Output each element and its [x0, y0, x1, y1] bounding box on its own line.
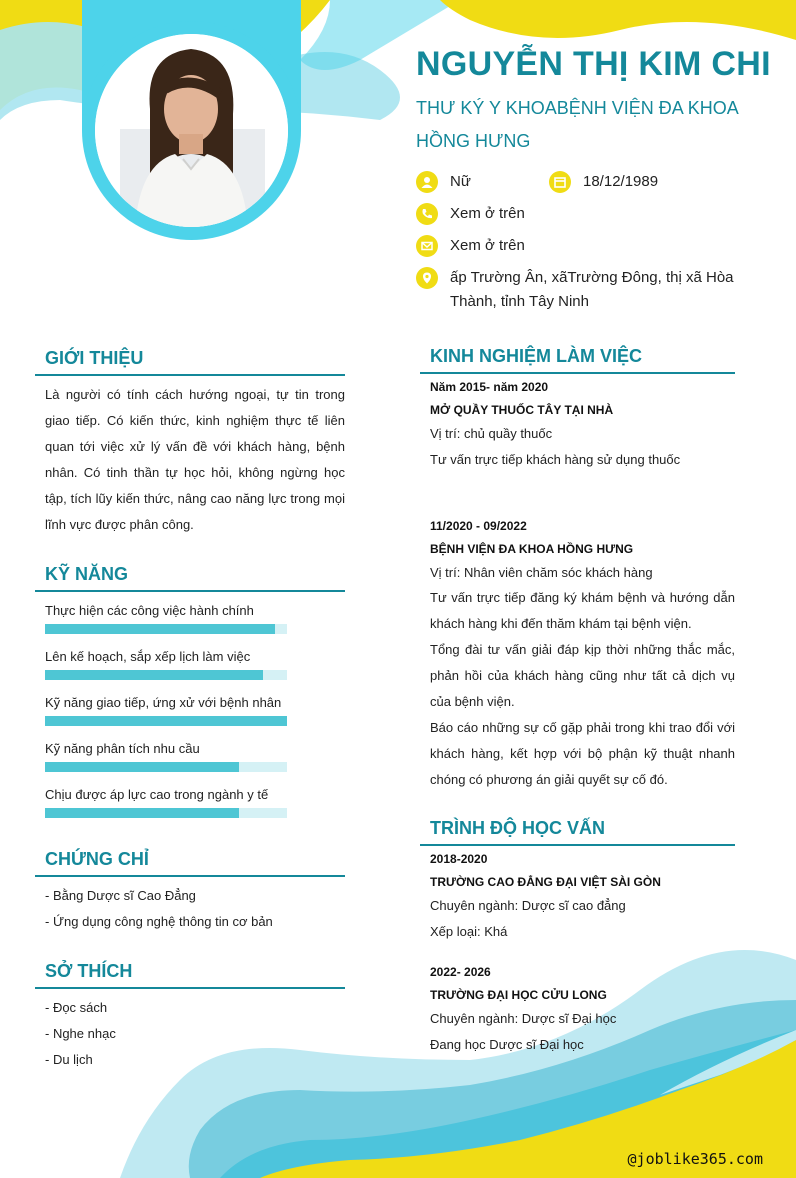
experience-line: Tổng đài tư vấn giải đáp kịp thời những thắc mắc, phản hồi của khách hàng cũng như tất cả dịch vụ của bệnh viện.	[430, 642, 735, 709]
education-period: 2022- 2026	[430, 965, 491, 979]
skill-bar	[45, 670, 287, 680]
intro-divider	[35, 374, 345, 376]
email-value: Xem ở trên	[450, 237, 525, 254]
calendar-icon	[549, 171, 571, 193]
education-school: TRƯỜNG ĐẠI HỌC CỬU LONG	[430, 988, 607, 1002]
hobby-item: - Nghe nhạc	[45, 1026, 116, 1041]
experience-divider	[420, 372, 735, 374]
birthday-value: 18/12/1989	[583, 173, 659, 190]
skill-bar	[45, 716, 287, 726]
hobbies-title: SỞ THÍCH	[45, 961, 133, 981]
skill-label: Kỹ năng giao tiếp, ứng xử với bệnh nhân	[45, 695, 282, 710]
skill-bar-fill	[45, 624, 275, 634]
skill-bar-fill	[45, 808, 239, 818]
address-row	[416, 266, 746, 314]
hobby-item: - Du lịch	[45, 1052, 93, 1067]
education-line: Đang học Dược sĩ Đại học	[430, 1037, 584, 1052]
education-school: TRƯỜNG CAO ĐẲNG ĐẠI VIỆT SÀI GÒN	[430, 875, 661, 889]
education-divider	[420, 844, 735, 846]
gender-value: Nữ	[450, 173, 471, 190]
education-line: Chuyên ngành: Dược sĩ cao đẳng	[430, 898, 626, 913]
experience-period: 11/2020 - 09/2022	[430, 519, 527, 533]
skill-label: Chịu được áp lực cao trong ngành y tế	[45, 787, 269, 802]
skill-bar	[45, 762, 287, 772]
experience-line: Tư vấn trực tiếp khách hàng sử dụng thuốc	[430, 452, 681, 467]
header	[416, 40, 776, 158]
hobbies-divider	[35, 987, 345, 989]
experience-company: BỆNH VIỆN ĐA KHOA HỒNG HƯNG	[430, 542, 634, 556]
phone-icon	[416, 203, 438, 225]
experience-title: KINH NGHIỆM LÀM VIỆC	[430, 346, 643, 366]
skill-label: Thực hiện các công việc hành chính	[45, 603, 254, 618]
skill-label: Kỹ năng phân tích nhu cầu	[45, 741, 200, 756]
intro-text: Là người có tính cách hướng ngoại, tự tin trong giao tiếp. Có kiến thức, kinh nghiệm thực tế liên quan tới việc xử lý vấn đề với khách hàng, bệnh nhân. Có tinh thần tự học hỏi, không ngừng học tập, tích lũy kiến thức, nâng cao năng lực trong mọi lĩnh vực được phân công.	[45, 387, 345, 532]
intro-title: GIỚI THIỆU	[45, 348, 144, 368]
experience-line: Báo cáo những sự cố gặp phải trong khi trao đổi với khách hàng, kết hợp với bộ phận kỹ thuật nhanh chóng có phương án giải quyết sự cố đó.	[430, 720, 735, 787]
user-icon	[416, 171, 438, 193]
skills-divider	[35, 590, 345, 592]
skill-bar	[45, 808, 287, 818]
education-period: 2018-2020	[430, 852, 488, 866]
experience-period: Năm 2015- năm 2020	[430, 380, 549, 394]
candidate-name: NGUYỄN THỊ KIM CHI	[416, 45, 771, 83]
certificates-divider	[35, 875, 345, 877]
education-title: TRÌNH ĐỘ HỌC VẤN	[430, 818, 605, 838]
footer-handle: @joblike365.com	[627, 1150, 763, 1168]
certificate-item: - Ứng dụng công nghệ thông tin cơ bản	[45, 914, 273, 929]
location-icon	[416, 267, 438, 289]
mail-icon	[416, 235, 438, 257]
experience-line: Tư vấn trực tiếp đăng ký khám bệnh và hướng dẫn khách hàng khi đến thăm khám tại bệnh viện.	[430, 590, 735, 631]
skill-label: Lên kế hoạch, sắp xếp lịch làm việc	[45, 649, 251, 664]
job-title: THƯ KÝ Y KHOABỆNH VIỆN ĐA KHOA HỒNG HƯNG	[416, 98, 738, 151]
skill-bar-fill	[45, 670, 263, 680]
education-line: Chuyên ngành: Dược sĩ Đại học	[430, 1011, 617, 1026]
avatar	[95, 34, 288, 227]
skill-bar-fill	[45, 762, 239, 772]
experience-line: Vị trí: Nhân viên chăm sóc khách hàng	[430, 565, 653, 580]
education-line: Xếp loại: Khá	[430, 924, 508, 939]
skill-bar-fill	[45, 716, 287, 726]
gender-row	[416, 170, 471, 194]
experience-company: MỞ QUẦY THUỐC TÂY TẠI NHÀ	[430, 403, 614, 417]
skills-title: KỸ NĂNG	[45, 564, 129, 584]
email-row	[416, 234, 525, 258]
experience-line: Vị trí: chủ quầy thuốc	[430, 426, 553, 441]
profile-photo-frame	[82, 0, 301, 241]
skill-bar	[45, 624, 287, 634]
address-value: ấp Trường Ân, xãTrường Đông, thị xã Hòa Thành, tỉnh Tây Ninh	[450, 269, 734, 310]
phone-value: Xem ở trên	[450, 205, 525, 222]
birthday-row	[549, 170, 658, 194]
hobby-item: - Đọc sách	[45, 1000, 108, 1015]
certificate-item: - Bằng Dược sĩ Cao Đẳng	[45, 888, 196, 903]
certificates-title: CHỨNG CHỈ	[45, 849, 149, 869]
phone-row	[416, 202, 525, 226]
